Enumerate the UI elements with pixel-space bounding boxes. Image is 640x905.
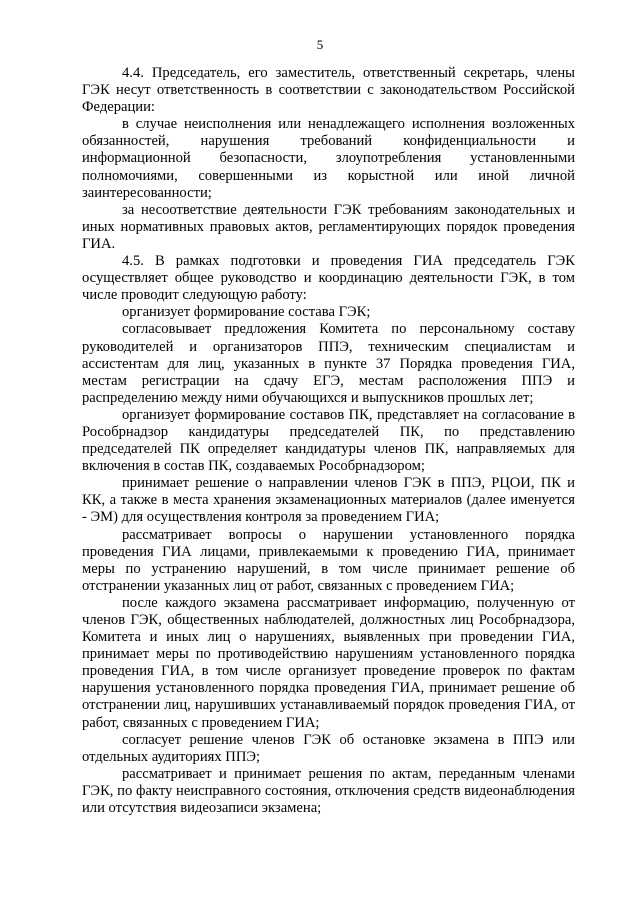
- paragraph-liability-duties: в случае неисполнения или ненадлежащего исполнения возложенных обязанностей, нарушения требований конфиденциальности и информационной безопасности, злоупотребления установленными полномочиями, совершенными из корыстной или иной личной заинтересованности;: [82, 116, 575, 201]
- list-item-exam-stop: согласует решение членов ГЭК об остановке экзамена в ППЭ или отдельных аудиториях ППЭ;: [82, 731, 575, 765]
- paragraph-liability-noncompliance: за несоответствие деятельности ГЭК требованиям законодательных и иных нормативных правовых актов, регламентирующих порядок проведения ГИА.: [82, 201, 575, 252]
- paragraph-4-4: 4.4. Председатель, его заместитель, ответственный секретарь, члены ГЭК несут ответственность в соответствии с законодательством Российской Федерации:: [82, 65, 575, 116]
- document-body: [82, 65, 575, 817]
- list-item-post-exam-review: после каждого экзамена рассматривает информацию, полученную от членов ГЭК, общественных наблюдателей, должностных лиц Рособрнадзора, Комитета и иных лиц о нарушениях, выявленных при проведении ГИА, принимает меры по противодействию нарушениям установленного порядка проведения ГИА, в том числе организует проведение проверок по фактам нарушения установленного порядка проведения ГИА, принимает решение об отстранении лиц, нарушивших устанавливаемый порядок проведения ГИА, от работ, связанных с проведением ГИА;: [82, 594, 575, 731]
- list-item-subject-commissions: организует формирование составов ПК, представляет на согласование в Рособрнадзор кандидатуры председателей ПК, по представлению председателей ПК определяет кандидатуры членов ПК, направляемых для включения в состав ПК, создаваемых Рособрнадзором;: [82, 406, 575, 475]
- paragraph-4-5: 4.5. В рамках подготовки и проведения ГИА председатель ГЭК осуществляет общее руководство и координацию деятельности ГЭК, в том числе проводит следующую работу:: [82, 253, 575, 304]
- page-number: 5: [316, 37, 324, 52]
- list-item-commission-composition: организует формирование состава ГЭК;: [122, 304, 371, 321]
- list-item-staff-approval: согласовывает предложения Комитета по персональному составу руководителей и организаторов ППЭ, техническим специалистам и ассистентам для лиц, указанных в пункте 37 Порядка проведения ГИА, местам регистрации на сдачу ЕГЭ, местам расположения ППЭ и распределению между ними обучающихся и выпускников прошлых лет;: [82, 321, 575, 406]
- list-item-video-acts: рассматривает и принимает решения по актам, переданным членами ГЭК, по факту неисправного состояния, отключения средств видеонаблюдения или отсутствия видеозаписи экзамена;: [82, 765, 575, 817]
- list-item-violations-review: рассматривает вопросы о нарушении установленного порядка проведения ГИА лицами, привлекаемыми к проведению ГИА, принимает меры по устранению нарушений, в том числе принимает решение об отстранении указанных лиц от работ, связанных с проведением ГИА;: [82, 526, 575, 594]
- list-item-member-assignment: принимает решение о направлении членов ГЭК в ППЭ, РЦОИ, ПК и КК, а также в места хранения экзаменационных материалов (далее именуется - ЭМ) для осуществления контроля за проведением ГИА;: [82, 475, 575, 526]
